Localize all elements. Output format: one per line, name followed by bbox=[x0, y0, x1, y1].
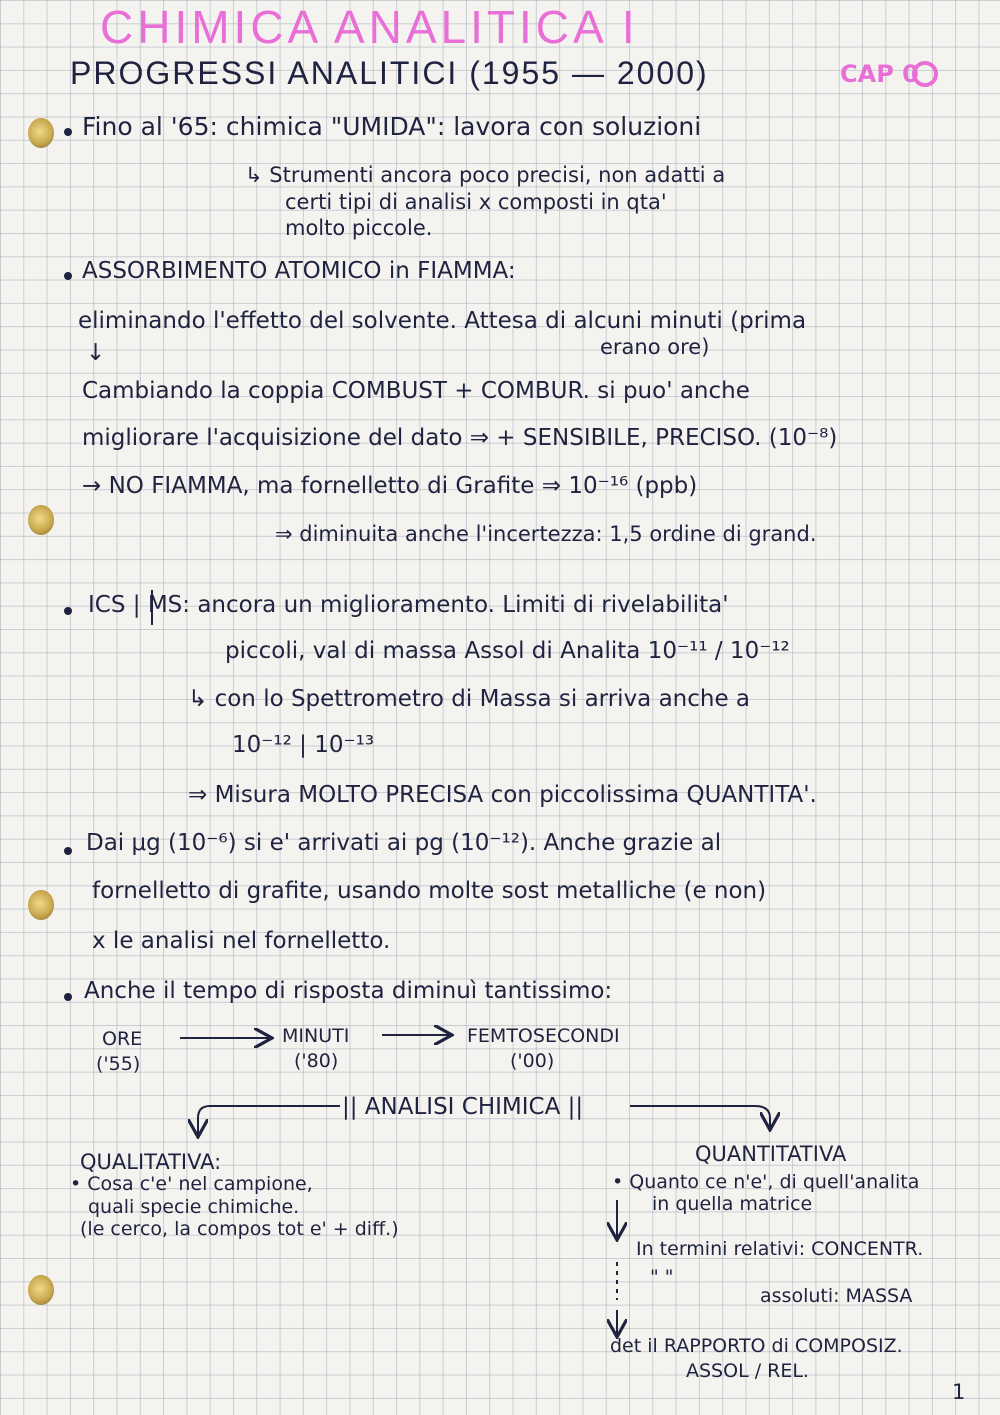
page-number: 1 bbox=[952, 1380, 966, 1404]
timeline-minuti-year: ('80) bbox=[294, 1050, 339, 1072]
quantitativa-line-2: in quella matrice bbox=[652, 1193, 813, 1215]
icp-line-5: ⇒ Misura MOLTO PRECISA con piccolissima QUANTITA'. bbox=[188, 782, 817, 808]
quantitativa-line-6: det il RAPPORTO di COMPOSIZ. bbox=[610, 1335, 903, 1357]
tempo-line: Anche il tempo di risposta diminuì tantissimo: bbox=[84, 978, 613, 1004]
timeline-ore: ORE bbox=[102, 1028, 143, 1050]
dai-line-2: fornelletto di grafite, usando molte sost metalliche (e non) bbox=[92, 878, 767, 904]
assorbimento-line-1b: erano ore) bbox=[600, 335, 710, 359]
branch-arrow-right bbox=[630, 1106, 770, 1128]
assorbimento-line-4: → NO FIAMMA, ma fornelletto di Grafite ⇒ 10⁻¹⁶ (ppb) bbox=[82, 473, 698, 499]
icp-line-4: 10⁻¹² | 10⁻¹³ bbox=[232, 732, 375, 758]
fino-sub-3: molto piccole. bbox=[285, 216, 433, 240]
branch-arrow-left bbox=[198, 1106, 340, 1135]
qualitativa-line-2: quali specie chimiche. bbox=[88, 1196, 300, 1218]
chapter-label: CAP 0 bbox=[840, 60, 919, 88]
qualitativa-line-3: (le cerco, la compos tot e' + diff.) bbox=[80, 1218, 399, 1240]
icp-line-2: piccoli, val di massa Assol di Analita 10⁻¹¹ / 10⁻¹² bbox=[225, 638, 790, 664]
fino-sub-2: certi tipi di analisi x composti in qta' bbox=[285, 190, 667, 214]
fino-line: Fino al '65: chimica "UMIDA": lavora con soluzioni bbox=[82, 112, 702, 141]
down-arrow: ↓ bbox=[86, 340, 106, 366]
fino-sub-1: ↳ Strumenti ancora poco precisi, non adatti a bbox=[245, 163, 726, 187]
page-title: CHIMICA ANALITICA I bbox=[100, 1, 639, 53]
assorbimento-line-5: ⇒ diminuita anche l'incertezza: 1,5 ordine di grand. bbox=[275, 522, 817, 546]
dai-line-3: x le analisi nel fornelletto. bbox=[92, 928, 391, 954]
quantitativa-heading: QUANTITATIVA bbox=[695, 1142, 847, 1166]
quantitativa-line-1: • Quanto ce n'e', di quell'analita bbox=[612, 1171, 920, 1193]
chapter-circle-mark bbox=[914, 63, 936, 85]
icp-line-1: ICS | MS: ancora un miglioramento. Limiti di rivelabilita' bbox=[88, 592, 729, 618]
page-subtitle: PROGRESSI ANALITICI (1955 — 2000) bbox=[70, 55, 709, 91]
quantitativa-line-7: ASSOL / REL. bbox=[686, 1360, 809, 1382]
assorbimento-line-1: eliminando l'effetto del solvente. Attesa di alcuni minuti (prima bbox=[78, 308, 807, 334]
assorbimento-heading: ASSORBIMENTO ATOMICO in FIAMMA: bbox=[82, 258, 516, 284]
timeline-femto-year: ('00) bbox=[510, 1050, 555, 1072]
dai-line-1: Dai μg (10⁻⁶) si e' arrivati ai pg (10⁻¹²). Anche grazie al bbox=[86, 830, 722, 856]
assorbimento-line-3: migliorare l'acquisizione del dato ⇒ + SENSIBILE, PRECISO. (10⁻⁸) bbox=[82, 425, 838, 451]
quantitativa-line-3: In termini relativi: CONCENTR. bbox=[636, 1238, 924, 1260]
icp-line-3: ↳ con lo Spettrometro di Massa si arriva anche a bbox=[188, 686, 751, 712]
timeline-ore-year: ('55) bbox=[96, 1053, 141, 1075]
analisi-center-title: || ANALISI CHIMICA || bbox=[342, 1094, 584, 1120]
assorbimento-line-2: Cambiando la coppia COMBUST + COMBUR. si puo' anche bbox=[82, 378, 750, 404]
timeline-femto: FEMTOSECONDI bbox=[467, 1025, 620, 1047]
qualitativa-line-1: • Cosa c'e' nel campione, bbox=[70, 1173, 313, 1195]
timeline-minuti: MINUTI bbox=[282, 1025, 350, 1047]
quantitativa-line-4: " " bbox=[650, 1266, 674, 1288]
qualitativa-heading: QUALITATIVA: bbox=[80, 1150, 222, 1174]
quantitativa-line-5: assoluti: MASSA bbox=[760, 1285, 913, 1307]
